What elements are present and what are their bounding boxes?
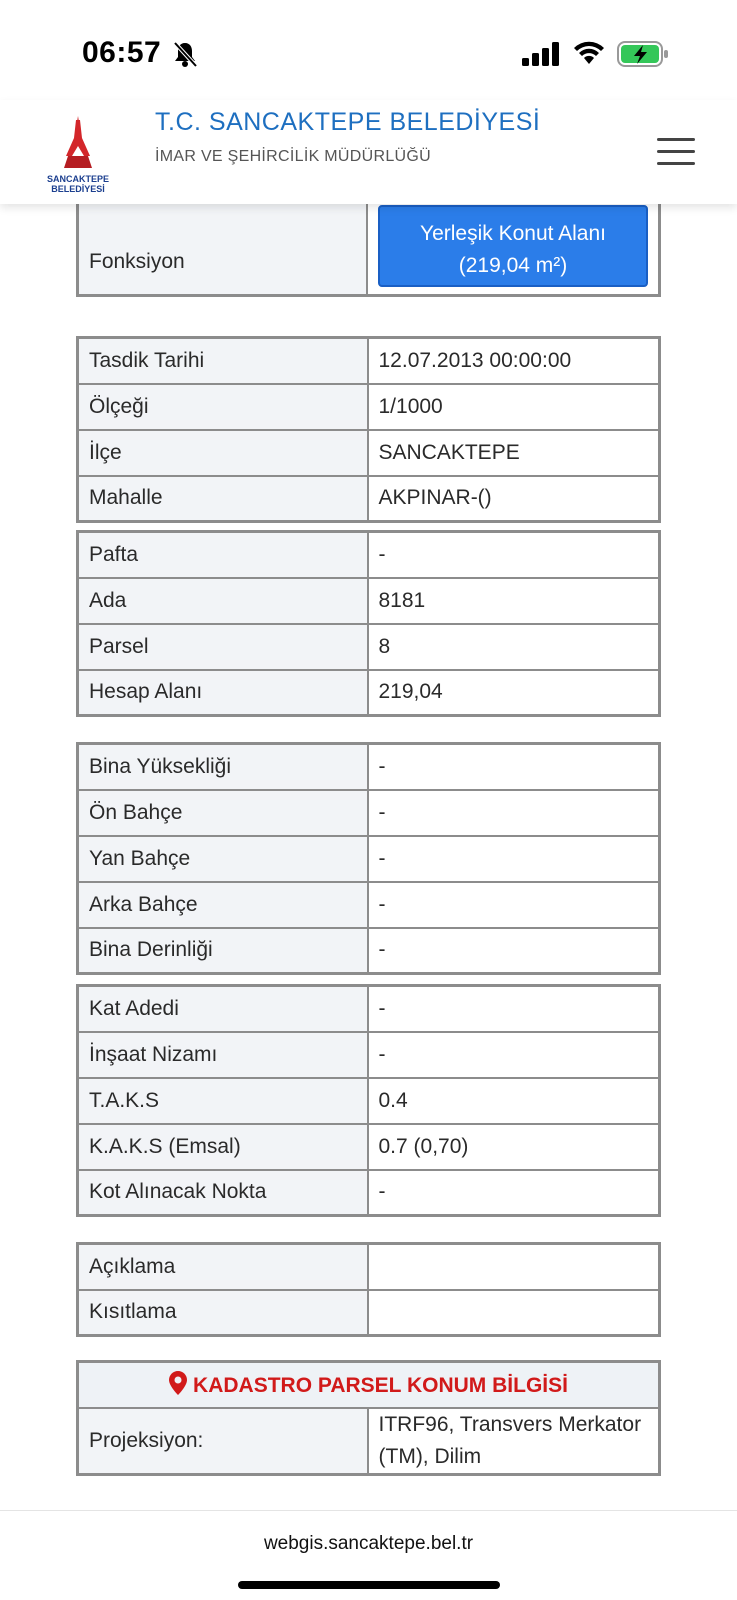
row-value: 1/1000 — [368, 384, 660, 430]
row-label: Pafta — [78, 532, 368, 578]
content-area[interactable] — [0, 200, 737, 1510]
row-label: Ön Bahçe — [78, 790, 368, 836]
table-row — [78, 430, 660, 476]
table-row — [78, 986, 660, 1032]
wifi-icon — [572, 40, 606, 66]
row-value: 0.7 (0,70) — [368, 1124, 660, 1170]
table-row — [78, 928, 660, 974]
home-indicator[interactable] — [238, 1581, 500, 1589]
hamburger-menu-icon[interactable] — [657, 138, 697, 166]
url-text[interactable]: webgis.sancaktepe.bel.tr — [263, 1533, 474, 1554]
signal-icon — [522, 42, 562, 66]
plan-info-table — [76, 336, 661, 523]
table-row — [78, 578, 660, 624]
row-value: - — [368, 986, 660, 1032]
row-label: Kısıtlama — [78, 1290, 368, 1336]
row-label: T.A.K.S — [78, 1078, 368, 1124]
location-pin-icon — [169, 1371, 187, 1395]
table-row — [78, 1244, 660, 1290]
status-bar — [0, 0, 737, 100]
table-row — [78, 476, 660, 522]
function-button-area: (219,04 m²) — [458, 254, 568, 277]
row-value — [368, 1290, 660, 1336]
logo-text: SANCAKTEPE BELEDİYESİ — [46, 174, 109, 194]
table-row — [78, 790, 660, 836]
row-value: - — [368, 1032, 660, 1078]
row-label: Mahalle — [78, 476, 368, 522]
function-button-name: Yerleşik Konut Alanı — [419, 222, 607, 245]
row-label: Ölçeği — [78, 384, 368, 430]
row-value: SANCAKTEPE — [368, 430, 660, 476]
row-value: 8181 — [368, 578, 660, 624]
notes-table — [76, 1242, 661, 1337]
row-value: - — [368, 744, 660, 790]
row-label: K.A.K.S (Emsal) — [78, 1124, 368, 1170]
row-label: Yan Bahçe — [78, 836, 368, 882]
row-value: - — [368, 532, 660, 578]
row-label: Bina Yüksekliği — [78, 744, 368, 790]
row-value: ITRF96, Transvers Merkator (TM), Dilim — [368, 1408, 660, 1475]
row-label: Arka Bahçe — [78, 882, 368, 928]
construction-info-table — [76, 984, 661, 1217]
table-row — [78, 1290, 660, 1336]
table-row — [78, 532, 660, 578]
table-row — [78, 1408, 660, 1475]
page-subtitle: İMAR VE ŞEHİRCİLİK MÜDÜRLÜĞÜ — [155, 148, 431, 165]
status-time: 06:57 — [82, 36, 162, 69]
kadastro-title: KADASTRO PARSEL KONUM BİLGİSİ — [193, 1374, 568, 1398]
row-label: Açıklama — [78, 1244, 368, 1290]
monument-icon — [38, 116, 118, 174]
row-label: Ada — [78, 578, 368, 624]
row-label: Projeksiyon: — [78, 1408, 368, 1475]
table-row — [78, 624, 660, 670]
table-row — [78, 1078, 660, 1124]
row-label: İlçe — [78, 430, 368, 476]
row-label: İnşaat Nizamı — [78, 1032, 368, 1078]
table-row — [78, 338, 660, 384]
table-row — [78, 384, 660, 430]
parcel-info-table — [76, 530, 661, 717]
battery-charging-icon — [617, 40, 669, 68]
row-label: Hesap Alanı — [78, 670, 368, 716]
building-info-table — [76, 742, 661, 975]
row-value: 0.4 — [368, 1078, 660, 1124]
kadastro-header-row — [78, 1362, 660, 1408]
row-value: AKPINAR-() — [368, 476, 660, 522]
table-row — [78, 836, 660, 882]
municipality-logo[interactable] — [38, 116, 118, 198]
row-value: - — [368, 928, 660, 974]
table-row — [78, 670, 660, 716]
function-button[interactable] — [378, 205, 648, 287]
bell-slash-icon — [172, 40, 198, 68]
table-row — [78, 1124, 660, 1170]
row-label: Fonksiyon — [78, 200, 368, 296]
row-label: Parsel — [78, 624, 368, 670]
row-value: - — [368, 790, 660, 836]
row-value: 12.07.2013 00:00:00 — [368, 338, 660, 384]
table-row — [78, 1170, 660, 1216]
table-row — [78, 1032, 660, 1078]
table-row — [78, 882, 660, 928]
row-value: - — [368, 1170, 660, 1216]
row-label: Kat Adedi — [78, 986, 368, 1032]
row-value: - — [368, 882, 660, 928]
row-value: 219,04 — [368, 670, 660, 716]
page-title: T.C. SANCAKTEPE BELEDİYESİ — [155, 108, 541, 136]
table-row — [78, 200, 660, 296]
table-row — [78, 744, 660, 790]
site-header — [0, 100, 737, 204]
browser-url-bar[interactable] — [0, 1510, 737, 1600]
row-label: Tasdik Tarihi — [78, 338, 368, 384]
row-value: - — [368, 836, 660, 882]
row-value — [368, 1244, 660, 1290]
row-value: 8 — [368, 624, 660, 670]
kadastro-table — [76, 1360, 661, 1476]
function-table — [76, 200, 661, 297]
row-label: Kot Alınacak Nokta — [78, 1170, 368, 1216]
row-label: Bina Derinliği — [78, 928, 368, 974]
